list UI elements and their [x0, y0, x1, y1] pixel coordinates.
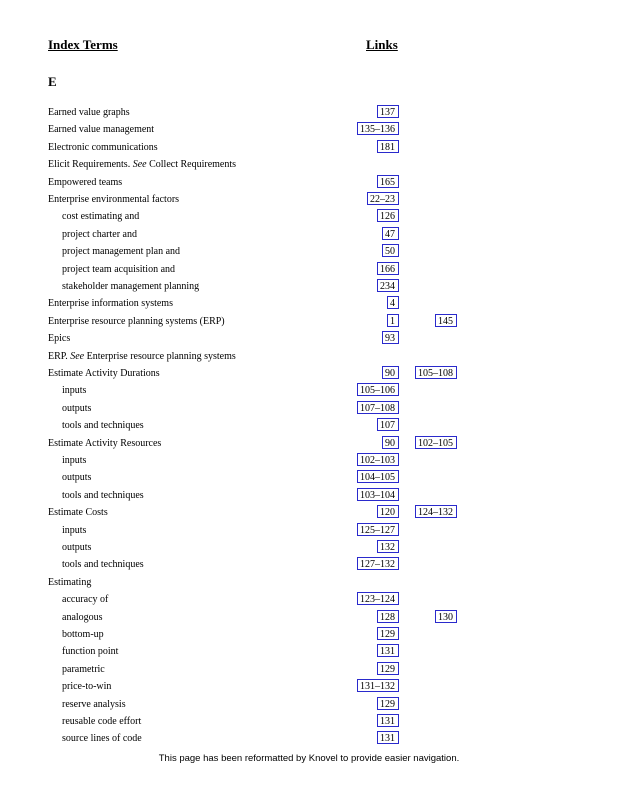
page-link[interactable]: 166	[377, 262, 399, 275]
term-text: Enterprise environmental factors	[48, 194, 180, 205]
term-text: Earned value graphs	[48, 107, 130, 118]
index-term	[62, 472, 91, 483]
index-term	[48, 298, 173, 309]
index-entry	[0, 436, 618, 453]
page-link[interactable]: 181	[377, 140, 399, 153]
index-subentry	[0, 470, 618, 487]
index-term	[62, 525, 86, 536]
term-text: parametric	[62, 664, 105, 675]
index-entry	[0, 349, 618, 366]
term-text: tools and techniques	[62, 420, 144, 431]
term-text: stakeholder management planning	[62, 281, 200, 292]
index-term	[62, 385, 86, 396]
footer-note: This page has been reformatted by Knovel to provide easier navigation.	[158, 753, 460, 764]
index-term	[48, 159, 236, 170]
term-text: outputs	[62, 542, 92, 553]
page-link[interactable]: 102–105	[415, 436, 457, 449]
see-label: See	[132, 159, 147, 170]
index-term	[62, 542, 91, 553]
page-link[interactable]: 47	[382, 227, 399, 240]
index-term	[62, 420, 144, 431]
page-link[interactable]: 129	[377, 662, 399, 675]
index-term	[62, 681, 111, 692]
page-link[interactable]: 135–136	[357, 122, 399, 135]
index-entry	[0, 157, 618, 174]
term-text: reusable code effort	[62, 716, 142, 727]
index-subentry	[0, 244, 618, 261]
index-term	[48, 107, 130, 118]
page-link[interactable]: 126	[377, 209, 399, 222]
index-term	[62, 664, 105, 675]
index-subentry	[0, 592, 618, 609]
see-target: Collect Requirements	[149, 159, 237, 170]
index-entry	[0, 314, 618, 331]
index-subentry	[0, 227, 618, 244]
page-link[interactable]: 90	[382, 436, 399, 449]
index-subentry	[0, 610, 618, 627]
page-link[interactable]: 165	[377, 175, 399, 188]
index-term	[62, 455, 86, 466]
index-term	[62, 403, 91, 414]
index-term	[62, 559, 144, 570]
index-term	[62, 646, 118, 657]
index-term	[62, 246, 180, 257]
term-text: Earned value management	[48, 124, 155, 135]
index-subentry	[0, 644, 618, 661]
see-target: Enterprise resource planning systems	[86, 351, 236, 362]
index-subentry	[0, 627, 618, 644]
index-term	[48, 438, 161, 449]
page-link[interactable]: 107	[377, 418, 399, 431]
index-entry	[0, 505, 618, 522]
index-subentry	[0, 540, 618, 557]
page-link[interactable]: 131–132	[357, 679, 399, 692]
term-text: tools and techniques	[62, 490, 144, 501]
index-subentry	[0, 279, 618, 296]
index-entry	[0, 105, 618, 122]
index-entry	[0, 140, 618, 157]
index-term	[62, 716, 141, 727]
term-text: bottom-up	[62, 629, 104, 640]
page-link[interactable]: 103–104	[357, 488, 399, 501]
page-link[interactable]: 123–124	[357, 592, 399, 605]
index-term	[62, 264, 175, 275]
page-link[interactable]: 105–108	[415, 366, 457, 379]
index-term	[62, 211, 139, 222]
index-subentry	[0, 731, 618, 748]
index-entry	[0, 122, 618, 139]
term-text: Estimate Activity Resources	[48, 438, 162, 449]
index-subentry	[0, 662, 618, 679]
page-link[interactable]: 1	[387, 314, 399, 327]
index-term	[48, 577, 91, 588]
page-link[interactable]: 132	[377, 540, 399, 553]
index-subentry	[0, 488, 618, 505]
term-text: analogous	[62, 612, 103, 623]
term-text: Enterprise information systems	[48, 298, 173, 309]
term-text: Enterprise resource planning systems (ERP)	[48, 316, 225, 327]
index-term	[62, 229, 137, 240]
index-subentry	[0, 418, 618, 435]
term-text: Electronic communications	[48, 142, 158, 153]
index-subentry	[0, 383, 618, 400]
page-link[interactable]: 107–108	[357, 401, 399, 414]
term-text: project charter and	[62, 229, 137, 240]
term-text: ERP.	[48, 351, 68, 362]
index-terms-header: Index Terms	[48, 37, 118, 52]
index-subentry	[0, 401, 618, 418]
page-link[interactable]: 104–105	[357, 470, 399, 483]
term-text: Empowered teams	[48, 177, 123, 188]
page-link[interactable]: 102–103	[357, 453, 399, 466]
page-link[interactable]: 105–106	[357, 383, 399, 396]
term-text: Epics	[48, 333, 71, 344]
see-label: See	[70, 351, 85, 362]
index-subentry	[0, 262, 618, 279]
term-text: inputs	[62, 455, 87, 466]
term-text: Estimate Costs	[48, 507, 108, 518]
index-term	[48, 351, 236, 362]
term-text: function point	[62, 646, 119, 657]
page-link[interactable]: 124–132	[415, 505, 457, 518]
index-subentry	[0, 557, 618, 574]
term-text: tools and techniques	[62, 559, 144, 570]
index-term	[62, 594, 108, 605]
index-entry	[0, 575, 618, 592]
index-subentry	[0, 714, 618, 731]
page-link[interactable]: 22–23	[367, 192, 399, 205]
index-entry	[0, 296, 618, 313]
index-term	[62, 699, 126, 710]
term-text: outputs	[62, 472, 92, 483]
term-text: Estimating	[48, 577, 92, 588]
index-term	[48, 194, 179, 205]
term-text: Estimate Activity Durations	[48, 368, 160, 379]
page-link[interactable]: 130	[435, 610, 457, 623]
term-text: project management plan and	[62, 246, 181, 257]
page-link[interactable]: 131	[377, 714, 399, 727]
index-subentry	[0, 697, 618, 714]
index-term	[62, 612, 103, 623]
term-text: outputs	[62, 403, 92, 414]
index-entry	[0, 175, 618, 192]
page-link[interactable]: 234	[377, 279, 399, 292]
index-term	[48, 142, 158, 153]
page-link[interactable]: 4	[387, 296, 399, 309]
page-link[interactable]: 125–127	[357, 523, 399, 536]
page-link[interactable]: 129	[377, 627, 399, 640]
term-text: project team acquisition and	[62, 264, 176, 275]
index-term	[48, 124, 154, 135]
index-subentry	[0, 523, 618, 540]
term-text: cost estimating and	[62, 211, 140, 222]
index-subentry	[0, 679, 618, 696]
page-link[interactable]: 128	[377, 610, 399, 623]
term-text: Elicit Requirements.	[48, 159, 131, 170]
term-text: reserve analysis	[62, 699, 126, 710]
index-subentry	[0, 209, 618, 226]
page-link[interactable]: 129	[377, 697, 399, 710]
term-text: inputs	[62, 525, 87, 536]
index-term	[62, 281, 199, 292]
page-link[interactable]: 90	[382, 366, 399, 379]
term-text: source lines of code	[62, 733, 142, 744]
term-text: inputs	[62, 385, 87, 396]
page-link[interactable]: 127–132	[357, 557, 399, 570]
links-header: Links	[366, 37, 398, 52]
index-subentry	[0, 453, 618, 470]
term-text: price-to-win	[62, 681, 112, 692]
term-text: accuracy of	[62, 594, 109, 605]
index-term	[48, 177, 122, 188]
page-link[interactable]: 145	[435, 314, 457, 327]
index-entry	[0, 192, 618, 209]
index-term	[62, 629, 104, 640]
index-term	[48, 507, 108, 518]
index-entry	[0, 331, 618, 348]
index-term	[48, 316, 225, 327]
page-link[interactable]: 131	[377, 731, 399, 744]
page-link[interactable]: 120	[377, 505, 399, 518]
page-link[interactable]: 137	[377, 105, 399, 118]
index-term	[62, 490, 144, 501]
index-term	[48, 333, 70, 344]
index-term	[62, 733, 142, 744]
index-entry	[0, 366, 618, 383]
page-link[interactable]: 50	[382, 244, 399, 257]
page-link[interactable]: 131	[377, 644, 399, 657]
section-letter: E	[48, 74, 57, 89]
page-link[interactable]: 93	[382, 331, 399, 344]
index-term	[48, 368, 160, 379]
